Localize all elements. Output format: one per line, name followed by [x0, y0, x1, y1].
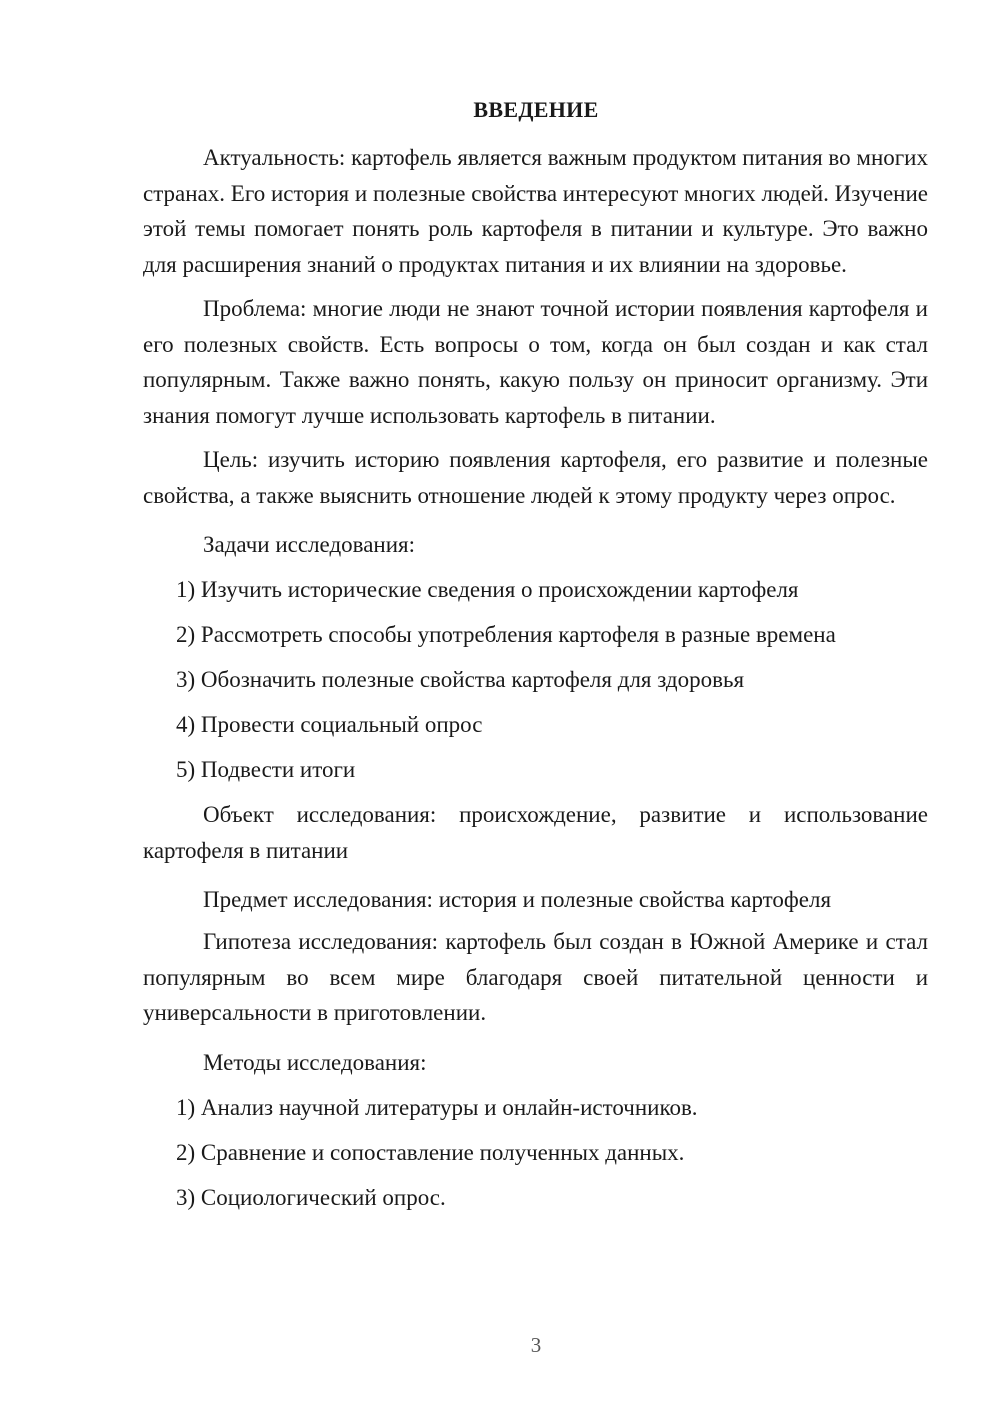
list-item: 2) Сравнение и сопоставление полученных данных. — [176, 1139, 685, 1165]
list-item: 2) Рассмотреть способы употребления картофеля в разные времена — [176, 622, 836, 647]
methods-heading: Методы исследования: — [203, 1049, 427, 1075]
hypothesis-paragraph: Гипотеза исследования: картофель был создан в Южной Америке и стал популярным во всем мире благодаря своей питательной ценности и универсальности в приготовлении. — [143, 929, 928, 1025]
list-item: 3) Социологический опрос. — [176, 1184, 446, 1210]
list-item: 5) Подвести итоги — [176, 757, 356, 782]
tasks-heading: Задачи исследования: — [203, 532, 416, 557]
tasks-list — [143, 567, 928, 792]
list-item: 1) Анализ научной литературы и онлайн-источников. — [176, 1094, 698, 1120]
document-body — [143, 140, 928, 1220]
object-paragraph: Объект исследования: происхождение, развитие и использование картофеля в питании — [143, 802, 928, 863]
subject-paragraph: Предмет исследования: история и полезные свойства картофеля — [203, 887, 832, 912]
page-number: 3 — [530, 1333, 542, 1357]
list-item: 4) Провести социальный опрос — [176, 712, 483, 737]
goal-paragraph: Цель: изучить историю появления картофеля, его развитие и полезные свойства, а также выяснить отношение людей к этому продукту через опрос. — [143, 447, 928, 508]
list-item: 3) Обозначить полезные свойства картофеля для здоровья — [176, 667, 745, 692]
list-item: 1) Изучить исторические сведения о происхождении картофеля — [176, 577, 799, 602]
relevance-paragraph: Актуальность: картофель является важным продуктом питания во многих странах. Его история и полезные свойства интересуют многих людей. Изучение этой темы помогает понять роль картофеля в питании и культуре. Это важно для расширения знаний о продуктах питания и их влиянии на здоровье. — [143, 145, 928, 277]
methods-list — [143, 1085, 928, 1220]
page-title: ВВЕДЕНИЕ — [473, 97, 599, 122]
problem-paragraph: Проблема: многие люди не знают точной истории появления картофеля и его полезных свойств. Есть вопросы о том, когда он был создан и как стал популярным. Также важно понять, какую пользу он приносит организму. Эти знания помогут лучше использовать картофель в питании. — [143, 296, 928, 428]
